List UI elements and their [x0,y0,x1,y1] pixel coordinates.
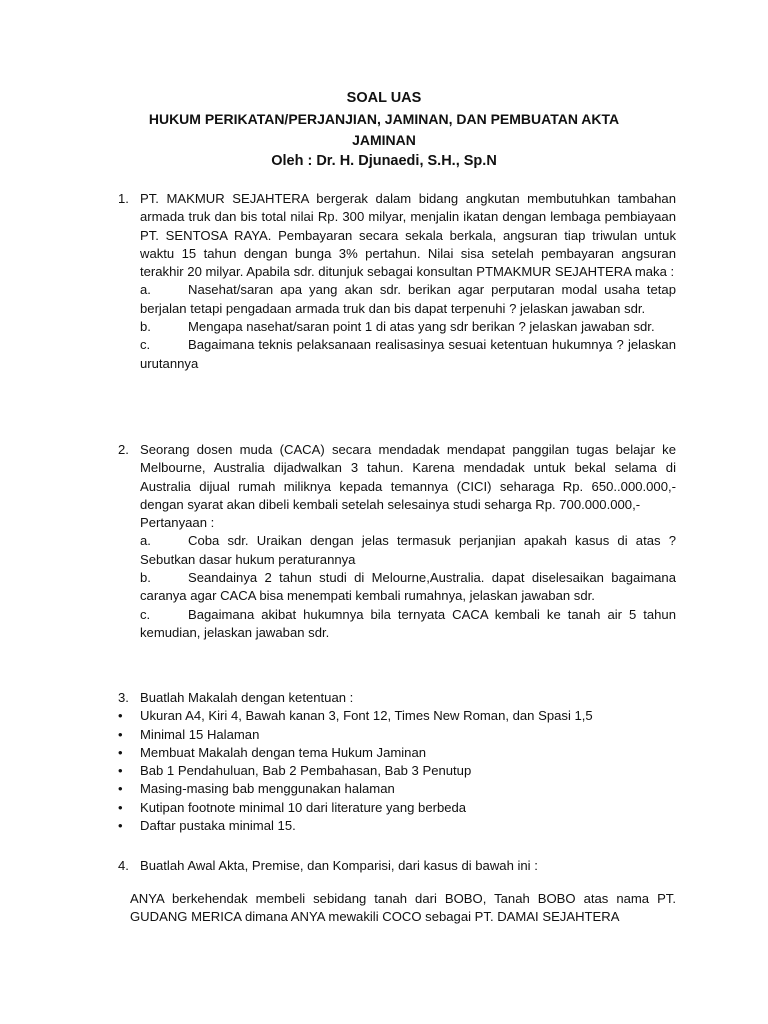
question-2 [118,441,676,642]
sub-question-b [140,318,676,336]
question-prompt: Pertanyaan : [140,515,215,531]
question-4 [118,857,676,875]
question-number: 3. [118,690,129,705]
header-author: Oleh : Dr. H. Djunaedi, S.H., Sp.N [271,153,497,169]
list-item: • Masing-masing bab menggunakan halaman [118,781,395,797]
document-header [0,88,768,172]
question-3 [118,689,676,835]
sub-text: Bagaimana akibat hukumnya bila ternyata CACA kembali ke tanah air 5 tahun kemudian, jelaskan jawaban sdr. [140,606,676,640]
sub-question-c [140,336,676,373]
list-item: • Kutipan footnote minimal 10 dari literature yang berbeda [118,799,467,815]
sub-question-a [140,532,676,569]
list-item: • Minimal 15 Halaman [118,726,260,742]
question-text: Seorang dosen muda (CACA) secara mendadak mendapat panggilan tugas belajar ke Melbourne, Australia dijadwalkan 3 tahun. Karena mendadak untuk bekal selama di Australia dijual rumah miliknya kepada temannya (CICI) seharaga Rp. 650..000.000,- dengan syarat akan dibeli kembali setelah selesainya studi seharga Rp. 700.000.000,- [140,442,676,512]
sub-label: b. [140,570,151,586]
question-text: Buatlah Makalah dengan ketentuan : [140,690,354,705]
question-number: 4. [118,858,129,873]
list-item: • Membuat Makalah dengan tema Hukum Jaminan [118,744,427,760]
list-item: • Daftar pustaka minimal 15. [118,818,296,834]
sub-text: Nasehat/saran apa yang akan sdr. berikan agar perputaran modal usaha tetap berjalan tetapi pengadaan armada truk dan bis dapat terpenuhi ? jelaskan jawaban sdr. [140,282,676,316]
sub-text: Coba sdr. Uraikan dengan jelas termasuk perjanjian apakah kasus di atas ? Sebutkan dasar hukum peraturannya [140,533,676,567]
question-text: Buatlah Awal Akta, Premise, dan Komparisi, dari kasus di bawah ini : [140,858,538,873]
header-line-3: JAMINAN [352,132,416,148]
case-description: ANYA berkehendak membeli sebidang tanah dari BOBO, Tanah BOBO atas nama PT. GUDANG MERICA dimana ANYA mewakili COCO sebagai PT. DAMAI SEJAHTERA [130,891,676,925]
sub-text: Bagaimana teknis pelaksanaan realisasinya sesuai ketentuan hukumnya ? jelaskan urutannya [140,337,676,371]
sub-label: a. [140,282,151,298]
question-text: PT. MAKMUR SEJAHTERA bergerak dalam bidang angkutan membutuhkan tambahan armada truk dan bis total nilai Rp. 300 milyar, menjalin ikatan dengan lembaga pembiayaan PT. SENTOSA RAYA. Pembayaran secara sekala berkala, angsuran tiap triwulan untuk waktu 15 tahun dengan bunga 3% pertahun. Nilai sisa setelah pembayaran angsuran terakhir 20 milyar. Apabila sdr. ditunjuk sebagai konsultan PTMAKMUR SEJAHTERA maka : [140,191,676,280]
list-item: • Bab 1 Pendahuluan, Bab 2 Pembahasan, Bab 3 Penutup [118,763,472,779]
sub-question-c [140,606,676,643]
sub-text: Seandainya 2 tahun studi di Melourne,Australia. dapat diselesaikan bagaimana caranya agar CACA bisa menempati kembali rumahnya, jelaskan jawaban sdr. [140,570,676,604]
sub-label: b. [140,319,151,335]
question-number: 1. [118,191,129,206]
question-number: 2. [118,442,129,457]
sub-question-b [140,569,676,606]
sub-label: c. [140,337,151,353]
sub-label: a. [140,533,151,549]
header-line-2: HUKUM PERIKATAN/PERJANJIAN, JAMINAN, DAN PEMBUATAN AKTA [148,111,620,127]
sub-question-a [140,281,676,318]
question-1 [118,190,676,373]
requirements-list [118,707,676,835]
sub-text: Mengapa nasehat/saran point 1 di atas yang sdr berikan ? jelaskan jawaban sdr. [188,319,655,335]
sub-label: c. [140,606,151,622]
header-line-1: SOAL UAS [346,90,422,106]
list-item: • Ukuran A4, Kiri 4, Bawah kanan 3, Font 12, Times New Roman, dan Spasi 1,5 [118,708,593,724]
